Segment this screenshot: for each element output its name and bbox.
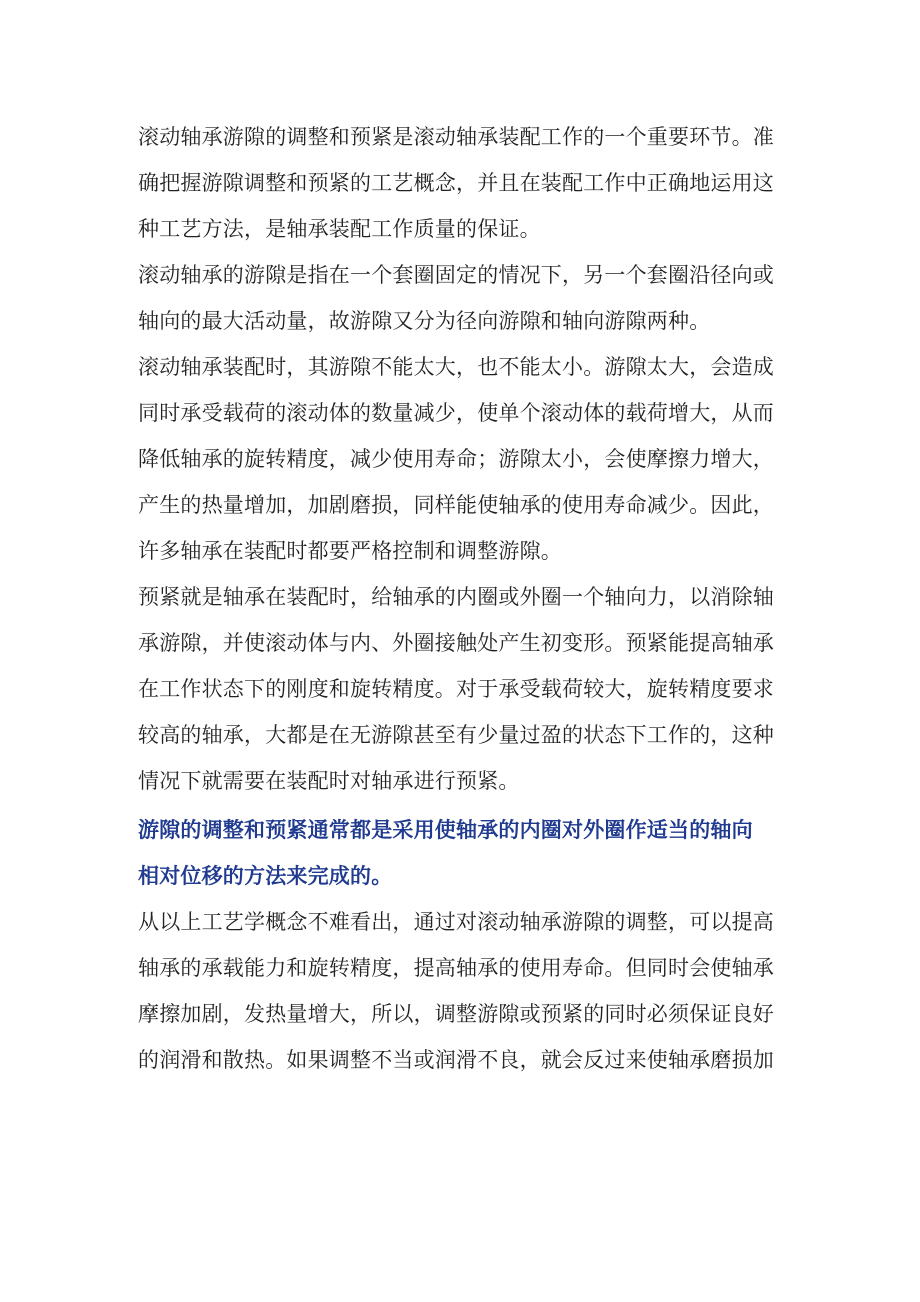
text-line: 摩擦加剧，发热量增大，所以，调整游隙或预紧的同时必须保证良好 — [138, 1002, 774, 1026]
text-line: 情况下就需要在装配时对轴承进行预紧。 — [138, 769, 520, 793]
paragraph-intro — [138, 114, 798, 252]
text-line: 产生的热量增加，加剧磨损，同样能使轴承的使用寿命减少。因此， — [138, 493, 774, 517]
paragraph-preload — [138, 574, 798, 804]
emphasis-line: 游隙的调整和预紧通常都是采用使轴承的内圈对外圈作适当的轴向 — [138, 818, 753, 842]
text-line: 承游隙，并使滚动体与内、外圈接触处产生初变形。预紧能提高轴承 — [138, 631, 774, 655]
text-line: 轴向的最大活动量，故游隙又分为径向游隙和轴向游隙两种。 — [138, 309, 711, 333]
text-line: 较高的轴承，大都是在无游隙甚至有少量过盈的状态下工作的，这种 — [138, 723, 774, 747]
emphasis-line: 相对位移的方法来完成的。 — [138, 864, 393, 888]
paragraph-emphasis — [138, 807, 798, 899]
text-line: 滚动轴承的游隙是指在一个套圈固定的情况下，另一个套圈沿径向或 — [138, 263, 774, 287]
text-line: 在工作状态下的刚度和旋转精度。对于承受载荷较大，旋转精度要求 — [138, 677, 774, 701]
text-line: 确把握游隙调整和预紧的工艺概念，并且在装配工作中正确地运用这 — [138, 171, 774, 195]
text-line: 预紧就是轴承在装配时，给轴承的内圈或外圈一个轴向力，以消除轴 — [138, 585, 774, 609]
document-body — [138, 114, 798, 1083]
text-line: 许多轴承在装配时都要严格控制和调整游隙。 — [138, 539, 562, 563]
text-line: 降低轴承的旋转精度，减少使用寿命；游隙太小，会使摩擦力增大， — [138, 447, 774, 471]
text-line: 轴承的承载能力和旋转精度，提高轴承的使用寿命。但同时会使轴承 — [138, 956, 774, 980]
text-line: 同时承受载荷的滚动体的数量减少，使单个滚动体的载荷增大，从而 — [138, 401, 774, 425]
text-line: 滚动轴承装配时，其游隙不能太大，也不能太小。游隙太大，会造成 — [138, 355, 774, 379]
text-line: 的润滑和散热。如果调整不当或润滑不良，就会反过来使轴承磨损加 — [138, 1048, 774, 1072]
text-line: 滚动轴承游隙的调整和预紧是滚动轴承装配工作的一个重要环节。准 — [138, 125, 774, 149]
text-line: 种工艺方法，是轴承装配工作质量的保证。 — [138, 217, 541, 241]
paragraph-clearance-effects — [138, 344, 798, 574]
paragraph-conclusion — [138, 899, 798, 1083]
paragraph-clearance-definition — [138, 252, 798, 344]
text-line: 从以上工艺学概念不难看出，通过对滚动轴承游隙的调整，可以提高 — [138, 910, 774, 934]
